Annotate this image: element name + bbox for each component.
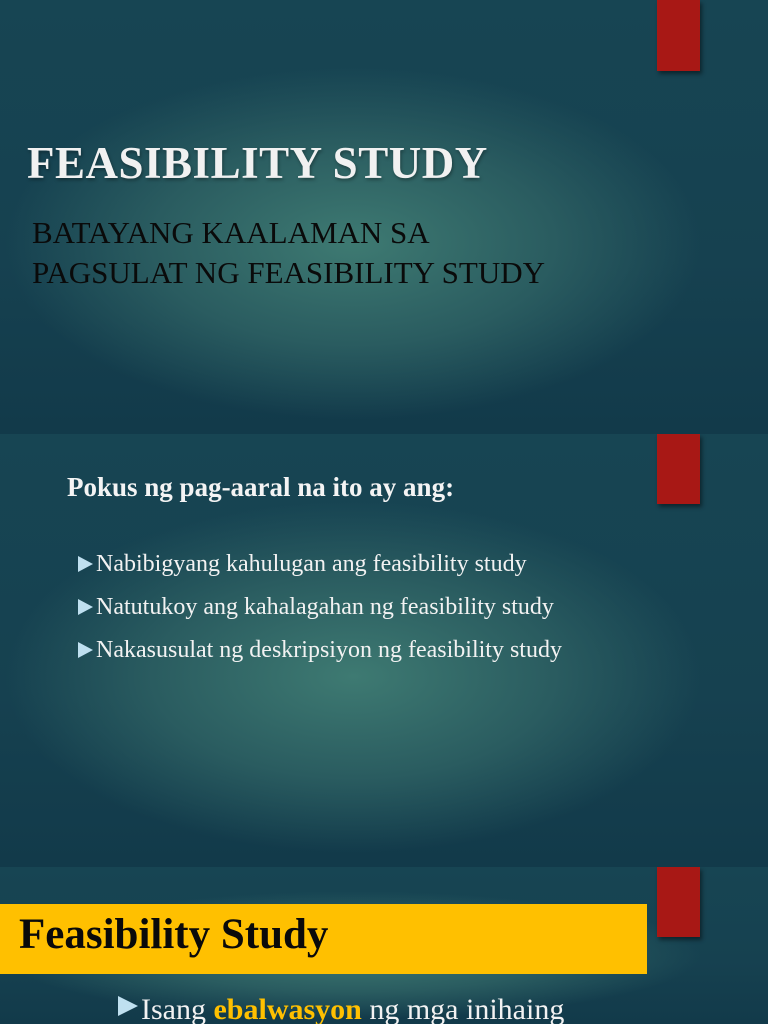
list-item bbox=[76, 590, 636, 624]
bullet-arrow-icon bbox=[118, 996, 138, 1016]
list-item-text: Nabibigyang kahulugan ang feasibility study bbox=[96, 551, 527, 577]
red-accent-tab bbox=[657, 0, 700, 71]
definition-line bbox=[118, 993, 564, 1024]
slide-subtitle bbox=[32, 213, 545, 293]
objectives-heading: Pokus ng pag-aaral na ito ay ang: bbox=[67, 472, 455, 502]
subtitle-line: PAGSULAT NG FEASIBILITY STUDY bbox=[32, 255, 545, 290]
list-item-text: Natutukoy ang kahalagahan ng feasibility study bbox=[96, 594, 554, 620]
slide-objectives bbox=[0, 434, 768, 867]
subtitle-line: BATAYANG KAALAMAN SA bbox=[32, 215, 430, 250]
definition-text-before: Isang bbox=[141, 993, 214, 1024]
objectives-list bbox=[76, 547, 636, 676]
list-item-text: Nakasusulat ng deskripsiyon ng feasibility study bbox=[96, 637, 562, 663]
slide-title-heading: FEASIBILITY STUDY bbox=[27, 138, 488, 188]
red-accent-tab bbox=[657, 867, 700, 937]
bullet-arrow-icon bbox=[78, 642, 93, 658]
bullet-arrow-icon bbox=[78, 556, 93, 572]
list-item bbox=[76, 633, 636, 667]
bullet-arrow-icon bbox=[78, 599, 93, 615]
definition-title: Feasibility Study bbox=[19, 911, 329, 958]
list-item bbox=[76, 547, 636, 581]
title-bar bbox=[0, 904, 647, 974]
highlighted-term: ebalwasyon bbox=[213, 993, 362, 1024]
slide-definition bbox=[0, 867, 768, 1024]
slide-title bbox=[0, 0, 768, 434]
red-accent-tab bbox=[657, 434, 700, 504]
definition-text-after: ng mga inihaing bbox=[361, 993, 565, 1024]
